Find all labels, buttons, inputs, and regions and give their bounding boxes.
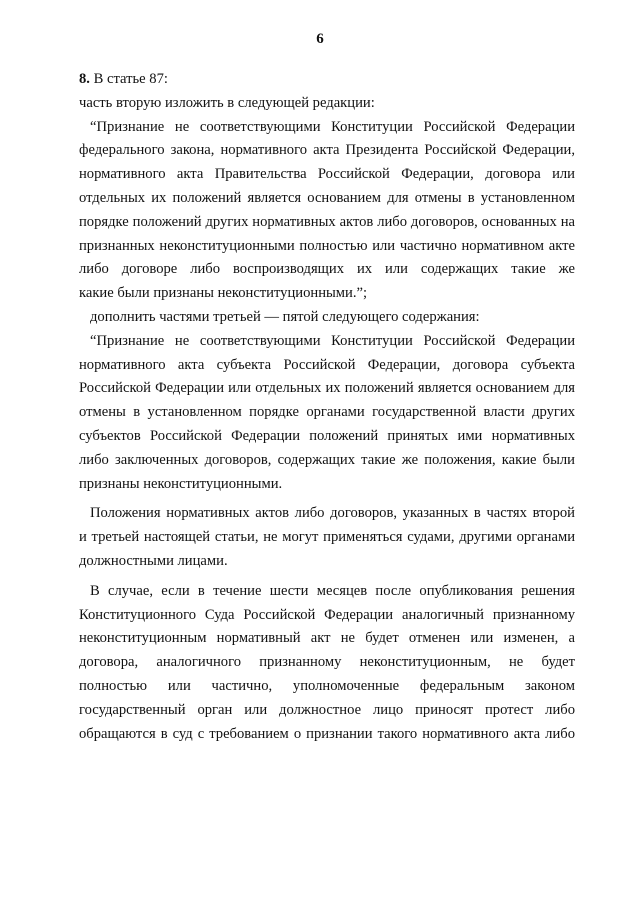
quote-line: федерального закона, нормативного акта Президента Российской Федерации, — [79, 142, 575, 159]
item-number: 8. — [79, 71, 90, 87]
quote-line: признаны неконституционными. — [79, 475, 283, 492]
paragraph-line: полностью или частично, уполномоченные федеральным законом — [79, 677, 575, 694]
quote-line: отдельных их положений является основанием для отмены в установленном — [79, 189, 575, 206]
paragraph-line: Положения нормативных актов либо договоров, указанных в частях второй — [90, 505, 575, 522]
quote-line: либо договоре либо воспроизводящих их или содержащих такие же — [79, 261, 575, 278]
paragraph-line: государственный орган или должностное лицо приносят протест либо — [79, 701, 575, 718]
paragraph-line: договора, аналогичного признанному неконституционным, не будет — [79, 654, 575, 671]
paragraph-line: неконституционным нормативный акт не будет отменен или изменен, а — [79, 630, 575, 647]
paragraph-line: обращаются в суд с требованием о признании такого нормативного акта либо — [79, 725, 575, 742]
quote-line: отмены в установленном порядке органами государственной власти других — [79, 404, 575, 421]
paragraph-line: В случае, если в течение шести месяцев после опубликования решения — [90, 582, 575, 599]
paragraph-line: Конституционного Суда Российской Федерации аналогичный признанному — [79, 606, 575, 623]
quote-line: нормативного акта субъекта Российской Федерации, договора субъекта — [79, 356, 575, 373]
quote-line: порядке положений других нормативных актов либо договоров, основанных на — [79, 213, 575, 230]
article-heading — [79, 68, 575, 92]
page-number: 6 — [316, 31, 324, 47]
item-heading-text: В статье 87: — [93, 71, 168, 87]
text-line: дополнить частями третьей — пятой следующего содержания: — [90, 308, 480, 325]
paragraph-line: должностными лицами. — [79, 552, 228, 569]
quote-line: “Признание не соответствующими Конституции Российской Федерации — [90, 332, 575, 349]
quote-line: субъектов Российской Федерации положений принятых ими нормативных — [79, 427, 575, 444]
quote-line: либо заключенных договоров, содержащих такие же положения, какие были — [79, 451, 575, 468]
text-line: часть вторую изложить в следующей редакции: — [79, 94, 375, 111]
quote-line: “Признание не соответствующими Конституции Российской Федерации — [90, 118, 575, 135]
paragraph-line: и третьей настоящей статьи, не могут применяться судами, другими органами — [79, 529, 575, 546]
quote-line: нормативного акта Правительства Российской Федерации, договора или — [79, 166, 575, 183]
quote-line: признанных неконституционными полностью или частично нормативном акте — [79, 237, 575, 254]
quote-line: какие были признаны неконституционными.”; — [79, 285, 368, 302]
quote-line: Российской Федерации или отдельных их положений является основанием для — [79, 380, 575, 397]
document-body — [79, 68, 575, 746]
